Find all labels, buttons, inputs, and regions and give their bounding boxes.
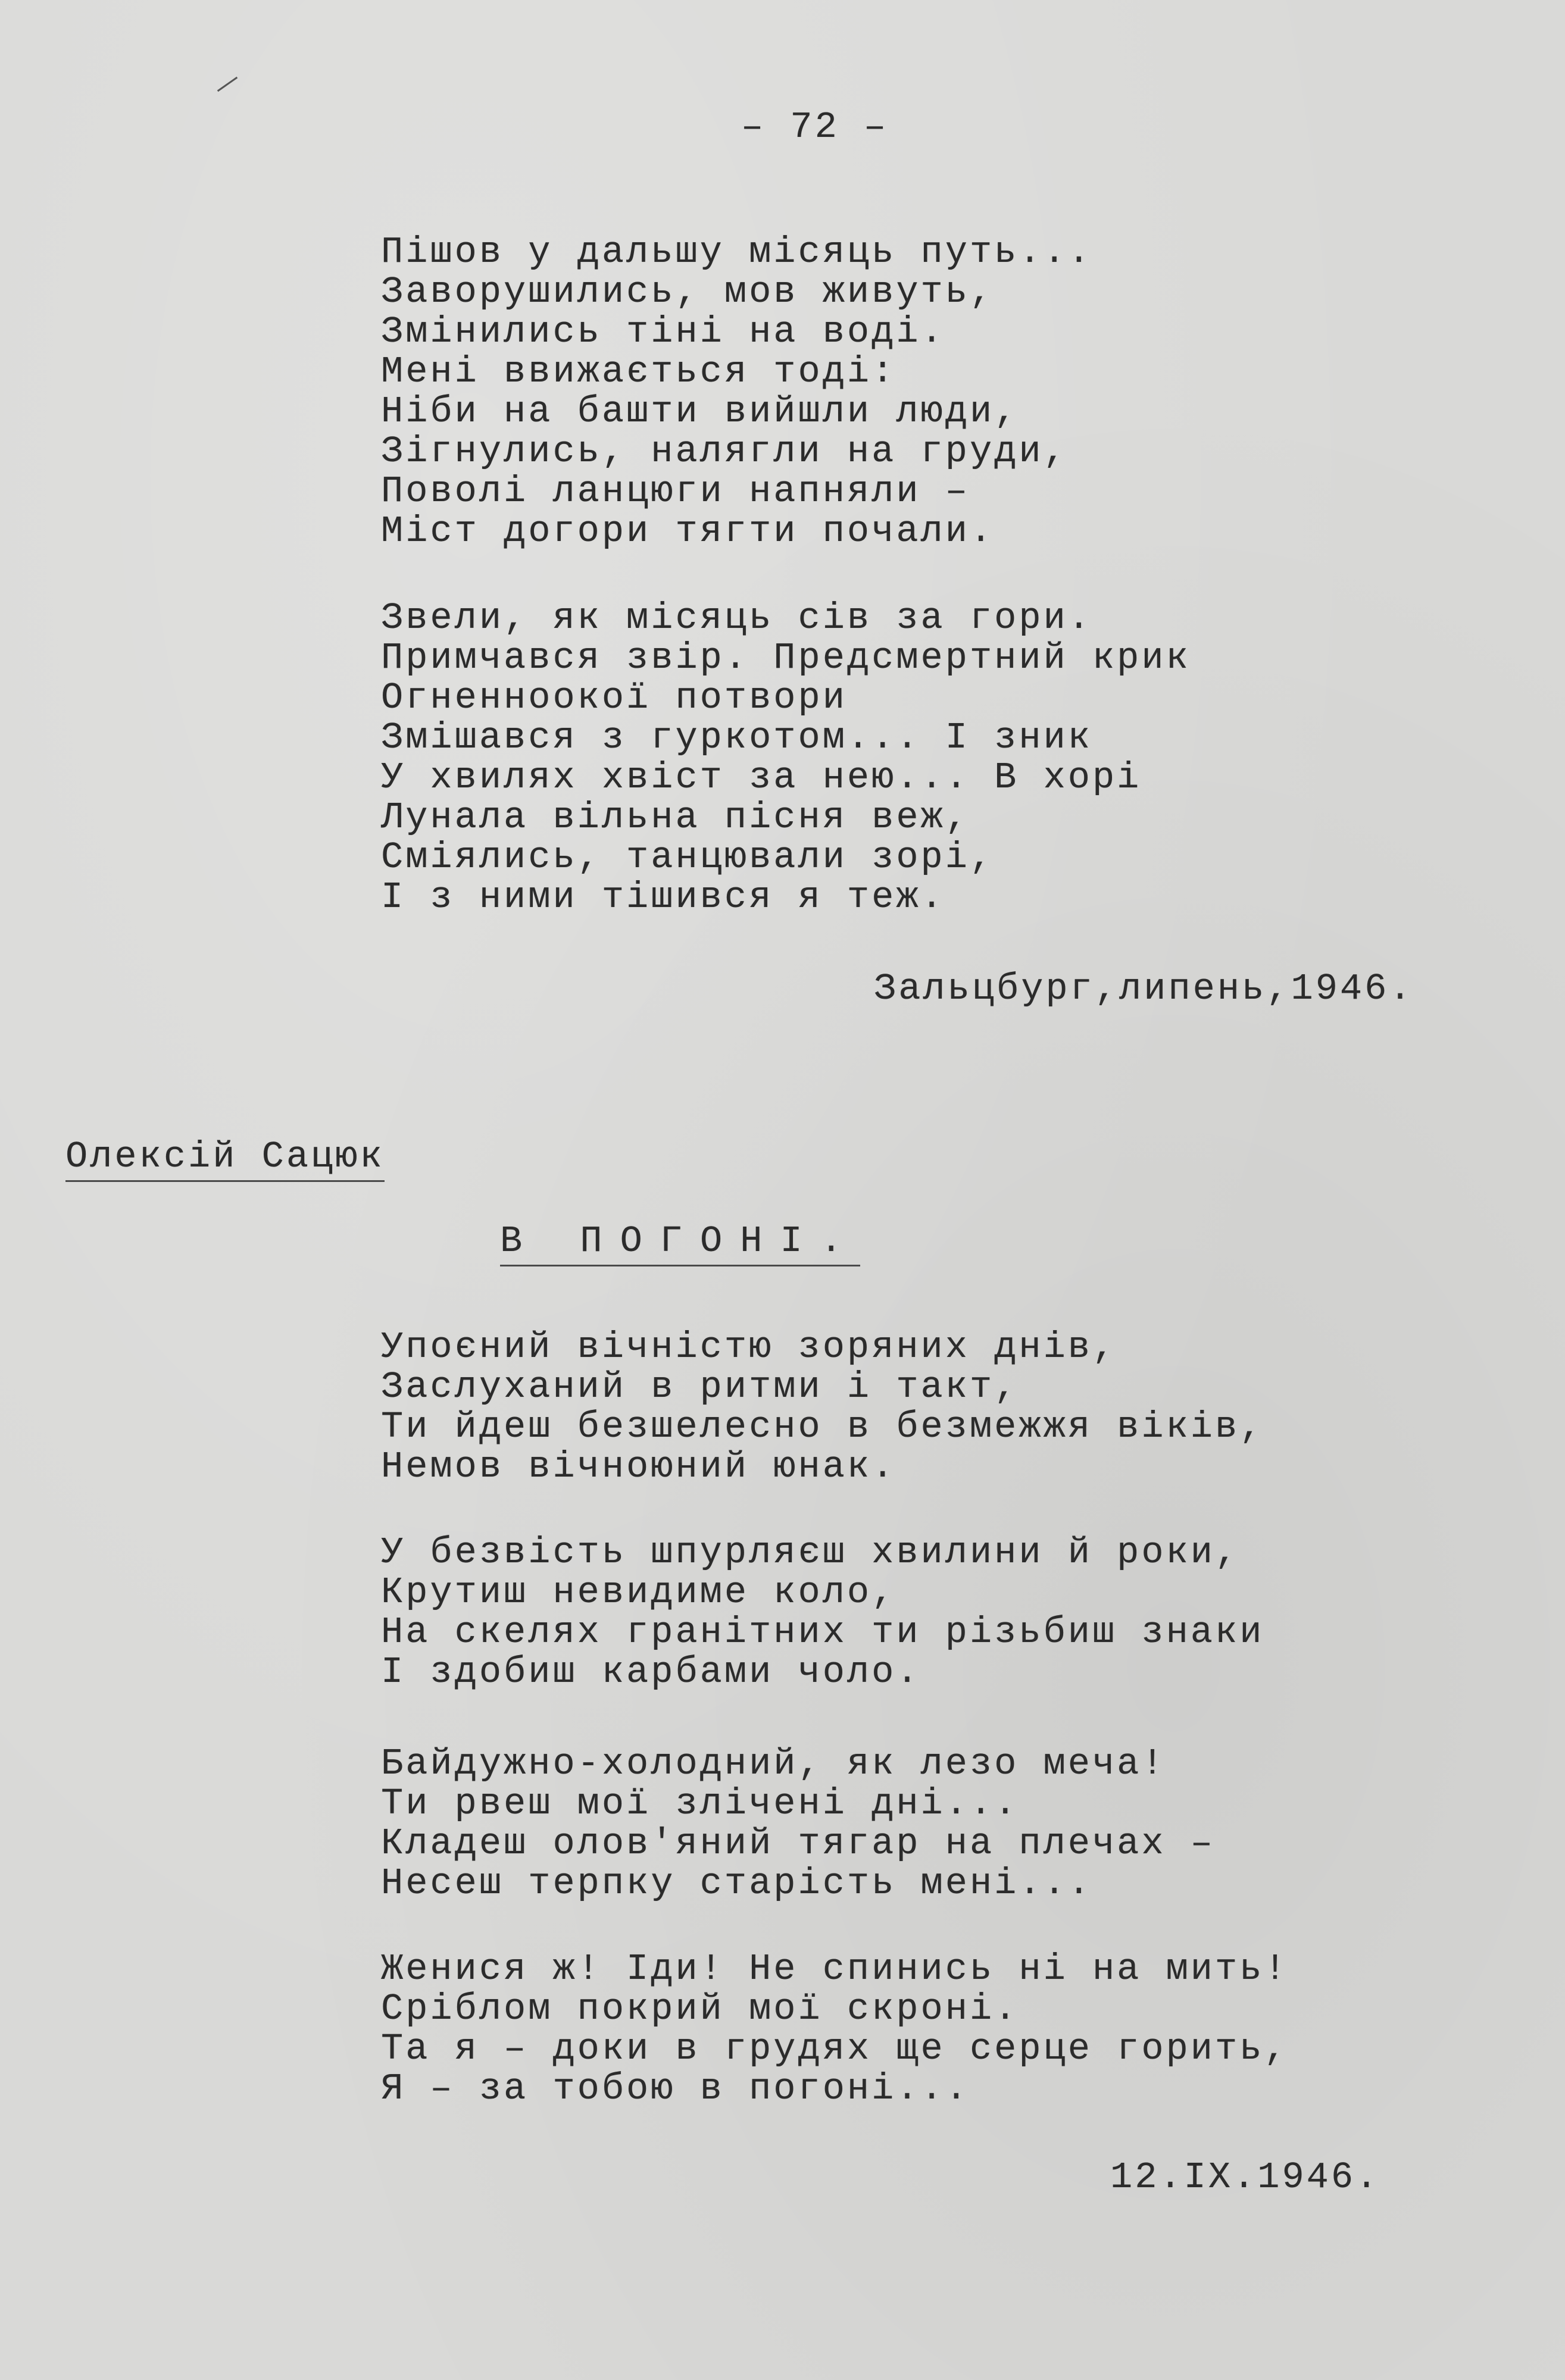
author-name: Олексій Сацюк <box>65 1137 385 1182</box>
poem2-date: 12.IX.1946. <box>1110 2156 1380 2198</box>
poem-line: У безвість шпурляєш хвилини й роки, <box>381 1531 1240 1574</box>
poem-line: Примчався звір. Предсмертний крик <box>381 637 1191 679</box>
poem-line: Змішався з гуркотом... І зник <box>381 717 1092 759</box>
poem-line: Зігнулись, налягли на груди, <box>381 430 1068 473</box>
poem-line: Ти йдеш безшелесно в безмежжя віків, <box>381 1406 1264 1448</box>
poem-line: Мені ввижається тоді: <box>381 351 896 393</box>
poem-line: Байдужно-холодний, як лезо меча! <box>381 1743 1166 1785</box>
poem2-stanza-4 <box>381 1949 1289 2109</box>
poem-line: Сміялись, танцювали зорі, <box>381 836 995 878</box>
poem-line: Упоєний вічністю зоряних днів, <box>381 1326 1117 1368</box>
poem-line: Немов вічноюний юнак. <box>381 1446 896 1488</box>
poem1-place-date: Зальцбург,липень,1946. <box>874 968 1414 1010</box>
poem1-stanza-2 <box>381 598 1191 917</box>
poem2-stanza-1 <box>381 1327 1264 1487</box>
poem-line: Я – за тобою в погоні... <box>381 2068 970 2110</box>
poem-line: Та я – доки в грудях ще серце горить, <box>381 2028 1289 2070</box>
poem-line: Заворушились, мов живуть, <box>381 271 995 313</box>
poem-line: Кладеш олов'яний тягар на плечах – <box>381 1822 1216 1865</box>
poem-line: На скелях гранітних ти різьбиш знаки <box>381 1611 1264 1653</box>
pen-mark <box>217 77 238 92</box>
poem-line: Заслуханий в ритми і такт, <box>381 1366 1019 1408</box>
poem-line: Пішов у дальшу місяць путь... <box>381 231 1092 273</box>
poem1-stanza-1 <box>381 232 1092 551</box>
poem-line: Огненноокої потвори <box>381 677 847 719</box>
poem-line: І здобиш карбами чоло. <box>381 1651 921 1693</box>
poem-line: Ніби на башти вийшли люди, <box>381 390 1019 433</box>
page-number: – 72 – <box>741 106 889 148</box>
poem-line: Лунала вільна пісня веж, <box>381 796 970 839</box>
poem-title: В ПОГОНІ. <box>500 1221 860 1266</box>
poem-line: Змінились тіні на воді. <box>381 311 945 353</box>
poem-line: Міст догори тягти почали. <box>381 510 995 552</box>
poem-line: Крутиш невидиме коло, <box>381 1571 896 1613</box>
poem-line: Ти рвеш мої злічені дні... <box>381 1782 1019 1825</box>
poem-line: Поволі ланцюги напняли – <box>381 470 970 512</box>
poem-line: Сріблом покрий мої скроні. <box>381 1988 1019 2030</box>
poem-line: Женися ж! Іди! Не спинись ні на мить! <box>381 1948 1289 1990</box>
poem2-stanza-2 <box>381 1533 1264 1692</box>
poem-line: У хвилях хвіст за нею... В хорі <box>381 756 1142 799</box>
poem-line: І з ними тішився я теж. <box>381 876 945 918</box>
poem-line: Звели, як місяць сів за гори. <box>381 597 1092 639</box>
poem2-stanza-3 <box>381 1744 1215 1903</box>
poem-line: Несеш терпку старість мені... <box>381 1862 1092 1904</box>
